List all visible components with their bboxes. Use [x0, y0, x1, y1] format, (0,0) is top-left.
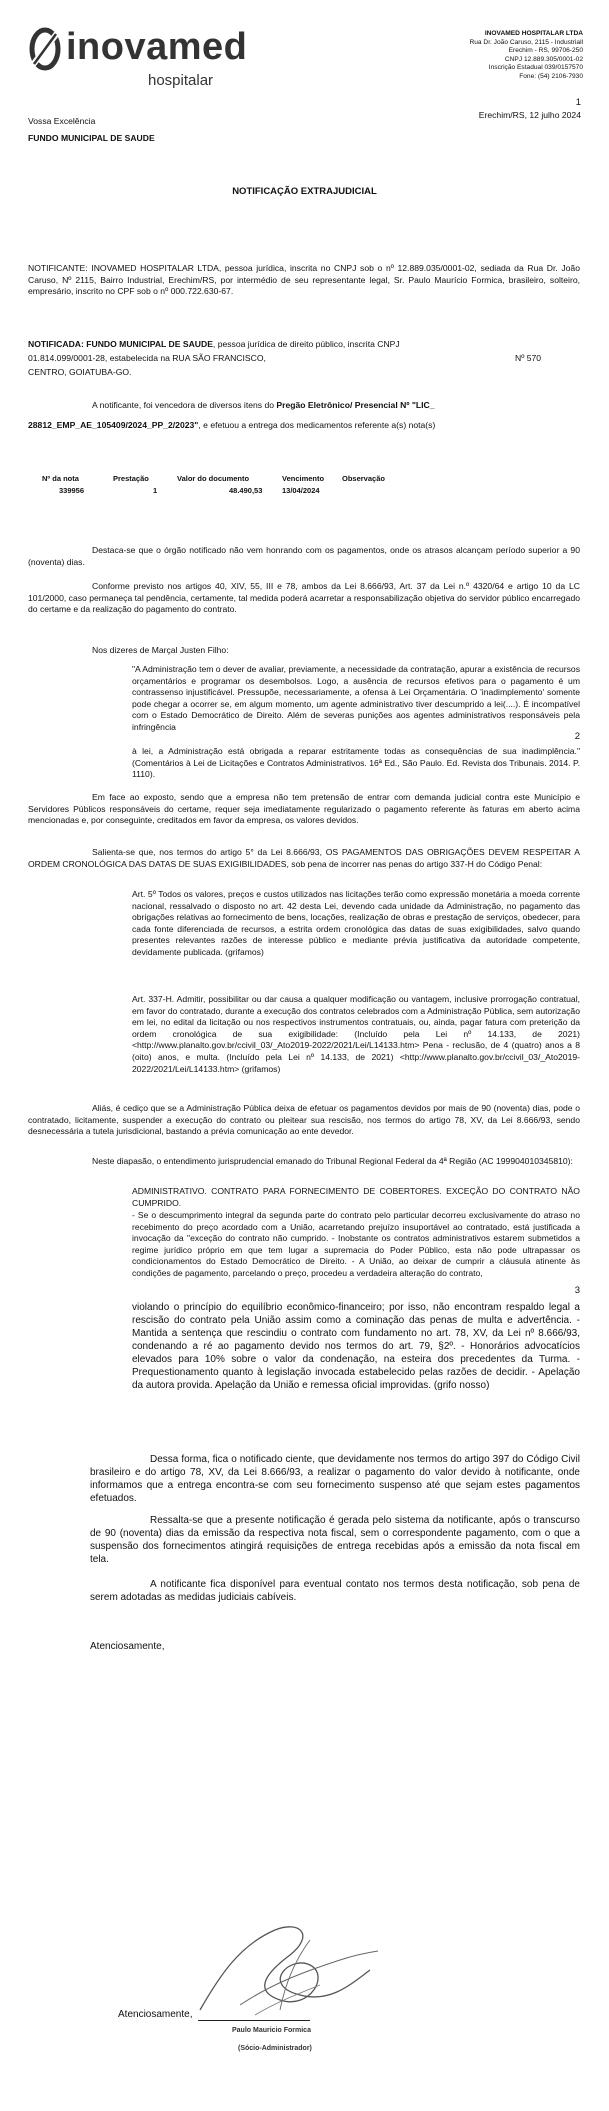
col-header-nota: Nº da nota	[42, 474, 79, 483]
recipient-name: FUNDO MUNICIPAL DE SAUDE	[28, 133, 155, 143]
paragraph-9: Ressalta-se que a presente notificação é gerada pelo sistema da notificante, após o transcurso de 90 (noventa) dias da emissão da respectiva nota fiscal, sem o correspondente pagamento, com o que a suspensão dos fornecimentos atingirá requisições de entrega recebidas após a emissão da nota fiscal em tela.	[90, 1515, 580, 1565]
page-number: 1	[575, 97, 581, 108]
signatory-role: (Sócio-Administrador)	[238, 2045, 312, 2052]
quote-2a: Art. 5º Todos os valores, preços e custos utilizados nas licitações terão como expressão monetária a moeda corrente nacional, ressalvado o disposto no art. 42 desta Lei, devendo cada unidade da Administração, no pagamento das obrigações relativas ao fornecimento de bens, locações, realização de obras e prestação de serviços, obedecer, para cada fonte diferenciada de recursos, a estrita ordem cronológica das datas de suas exigibilidades, salvo quando presentes relevantes razões de interesse público e mediante prévia justificativa da autoridade competente, devidamente publicada. (grifamos)	[132, 889, 580, 957]
notificada-line1	[28, 339, 580, 351]
paragraph-4: Em face ao exposto, sendo que a empresa não tem pretensão de entrar com demanda judicial contra este Município e Servidores Públicos responsáveis do certame, requer seja imediatamente regularizado o pagamento referente às faturas em aberto acima mencionadas e, por conseguinte, creditados em favor da empresa, os valores devidos.	[28, 792, 580, 826]
intro-pregao-id: 28812_EMP_AE_105409/2024_PP_2/2023"	[28, 420, 199, 430]
cell-valor: 48.490,53	[229, 486, 263, 495]
quote-3c: violando o princípio do equilíbrio econômico-financeiro; por isso, não encontram respaldo legal a rescisão do contrato pela União assim como a cominação das penas de multa e advertência. - Mantida a sentença que rescindiu o contrato com fundamento no art. 78, XV, da Lei nº 8.666/93, condenando a ré ao pagamento devido nos termos do art. 79, §2º. - Honorários advocatícios elevados para 10% sobre o valor da condenação, na esteira dos precedentes da Turma. - Prequestionamento quanto à legislação invocada estabelecido pelas razões de decidir. - Apelação da autora provida. Apelação da União e remessa oficial improvidas. (grifo nosso)	[132, 1302, 580, 1391]
quote-3b: - Se o descumprimento integral da segunda parte do contrato pelo particular decorreu exclusivamente do atraso no recebimento do preço acordado com a União, acarretando prejuízo insuportável ao contratado, está justificada a invocação da "exceção do contrato não cumprido. - Inobstante os contratos administrativos estarem submetidos a regime jurídico próprio em que tem lugar a supremacia do Poder Público, esta não pode ultrapassar os condicionamentos do Estado Democrático de Direito. - A União, ao deixar de cumprir a cláusula atinente às condições de pagamento, parcelando o preço, procedeu a verdadeira alteração do contrato,	[132, 1210, 580, 1278]
quote-2b: Art. 337-H. Admitir, possibilitar ou dar causa a qualquer modificação ou vantagem, inclusive prorrogação contratual, em favor do contratado, durante a execução dos contratos celebrados com a Administração Pública, sem autorização em lei, no edital da licitação ou nos respectivos instrumentos contratuais, ou, ainda, pagar fatura com preterição da ordem cronológica de sua exigibilidade: (Incluído pela Lei nº 14.133, de 2021) <http://www.planalto.gov.br/ccivil_03/_Ato2019-2022/2021/Lei/L14133.htm> Pena - reclusão, de 4 (quatro) anos a 8 (oito) anos, e multa. (Incluído pela Lei nº 14.133, de 2021) <http://www.planalto.gov.br/ccivil_03/_Ato2019-2022/2021/Lei/L14133.htm> (grifamos)	[132, 994, 580, 1074]
notificada-line2: 01.814.099/0001-28, estabelecida na RUA SÃO FRANCISCO,	[28, 353, 266, 363]
cell-nota: 339956	[59, 486, 85, 495]
intro-line2	[28, 420, 580, 432]
letter-date: Erechim/RS, 12 julho 2024	[478, 110, 581, 120]
intro-text-2: , e efetuou a entrega dos medicamentos referente a(s) nota(s)	[198, 420, 436, 430]
quote-1a: "A Administração tem o dever de avaliar, previamente, a necessidade da contratação, apurar a existência de recursos orçamentários e programar os desembolsos. Logo, a ausência de recursos efetivos para o pagamento é um contrassenso injustificável. Pressupõe, necessariamente, a ofensa à Lei Orçamentária. O 'inadimplemento' somente pode chegar a ocorrer se, em algum momento, um agente administrativo tiver descumprido a lei(....). É incompatível com o Estado Democrático de Direito. Além de severas punições aos agentes administrativos responsáveis pela infringência	[132, 664, 580, 732]
paragraph-7: Neste diapasão, o entendimento jurisprudencial emanado do Tribunal Regional Federal da 4ª Região (AC 199904010345810):	[92, 1156, 573, 1166]
company-cnpj: CNPJ 12.889.305/0001-02	[504, 55, 583, 63]
paragraph-8: Dessa forma, fica o notificado ciente, que devidamente nos termos do artigo 397 do Código Civil brasileiro e do artigo 78, XV, da Lei 8.666/93, a realizar o pagamento do valor devido à notificante, onde informamos que a entrega encontra-se com seu fornecimento suspenso até que sejam estes pagamentos efetuados.	[90, 1454, 580, 1504]
closing-signoff: Atenciosamente,	[118, 2009, 193, 2020]
intro-text-1: A notificante, foi vencedora de diversos itens do	[92, 400, 277, 410]
col-header-vencimento: Vencimento	[282, 474, 325, 483]
company-name: INOVAMED HOSPITALAR LTDA	[484, 30, 583, 37]
recipient-salutation: Vossa Excelência	[28, 116, 96, 126]
handwritten-signature-icon	[180, 1915, 390, 2025]
paragraph-3: Nos dizeres de Marçal Justen Filho:	[92, 645, 229, 655]
intro-line1	[92, 400, 582, 412]
notificante-paragraph: NOTIFICANTE: INOVAMED HOSPITALAR LTDA, pessoa jurídica, inscrita no CNPJ sob o nº 12.889.035/0001-02, sediada da Rua Dr. João Caruso, Nº 2115, Bairro Industrial, Erechim/RS, por intermédio de seu representante legal, Sr. Paulo Maurício Formica, brasileiro, solteiro, empresário, inscrito no CPF sob o nº 000.722.630-67.	[28, 263, 580, 297]
company-logo	[28, 26, 248, 90]
paragraph-10: A notificante fica disponível para eventual contato nos termos desta notificação, sob pena de serem adotadas as medidas judiciais cabíveis.	[90, 1579, 580, 1603]
company-ie: Inscrição Estadual 039/0157570	[488, 64, 583, 72]
page-number-2: 2	[574, 731, 580, 742]
notificada-desc: , pessoa jurídica de direito público, inscrita CNPJ	[212, 339, 400, 349]
company-city: Erechim - RS, 99706-250	[508, 47, 583, 55]
cell-vencimento: 13/04/2024	[282, 486, 320, 495]
invoice-table-header	[0, 474, 609, 486]
company-info	[383, 30, 583, 82]
paragraph-1: Destaca-se que o órgão notificado não vem honrando com os pagamentos, onde os atrasos alcançam período superior a 90 (noventa) dias.	[28, 545, 580, 567]
closing-greeting: Atenciosamente,	[90, 1641, 165, 1652]
page-title: NOTIFICAÇÃO EXTRAJUDICIAL	[232, 186, 377, 197]
col-header-prestacao: Prestação	[113, 474, 149, 483]
signatory-name: Paulo Mauricio Formica	[232, 2027, 311, 2034]
quote-3a: ADMINISTRATIVO. CONTRATO PARA FORNECIMENTO DE COBERTORES. EXCEÇÃO DO CONTRATO NÃO CUMPRIDO.	[132, 1186, 580, 1208]
page-number-3: 3	[574, 1285, 580, 1296]
intro-pregao: Pregão Eletrônico/ Presencial Nº "LIC_	[276, 400, 435, 410]
company-address: Rua Dr. João Caruso, 2115 - Industriall	[469, 38, 583, 46]
logo-subtitle: hospitalar	[148, 72, 214, 89]
logo-mark-icon	[28, 26, 64, 72]
logo-name: inovamed	[66, 26, 248, 68]
cell-prestacao: 1	[153, 486, 158, 495]
table-row	[0, 486, 609, 498]
col-header-observacao: Observação	[342, 474, 385, 483]
paragraph-6: Aliás, é cediço que se a Administração Pública deixa de efetuar os pagamentos devidos por mais de 90 (noventa) dias, pode o contratado, licitamente, suspender a execução do contrato ou pleitear sua rescisão, nos termos do artigo 78, XV, da Lei 8.666/93, sendo desnecessária a tutela jurisdicional, bastando a prévia comunicação ao ente devedor.	[28, 1103, 580, 1137]
paragraph-5: Salienta-se que, nos termos do artigo 5° da Lei 8.666/93, OS PAGAMENTOS DAS OBRIGAÇÕES DEVEM RESPEITAR A ORDEM CRONOLÓGICA DAS DATAS DE SUAS EXIGIBILIDADES, sob pena de incorrer nas penas do artigo 337-H do Código Penal:	[28, 847, 580, 869]
company-phone: Fone: (54) 2106-7930	[519, 72, 583, 80]
notificada-number: Nº 570	[515, 353, 542, 363]
paragraph-2: Conforme previsto nos artigos 40, XIV, 55, III e 78, ambos da Lei 8.666/93, Art. 37 da Lei n.º 4320/64 e artigo 10 da LC 101/2000, caso permaneça tal pendência, certamente, tal medida poderá acarretar a responsabilização objetiva do servidor público encarregado do certame e da realização do pagamento do contrato.	[28, 581, 580, 615]
notificada-label: NOTIFICADA: FUNDO MUNICIPAL DE SAUDE	[28, 339, 213, 349]
col-header-valor: Valor do documento	[177, 474, 250, 483]
notificada-line3: CENTRO, GOIATUBA-GO.	[28, 367, 132, 377]
quote-1b: à lei, a Administração está obrigada a reparar estritamente todas as consequências de sua inadimplência." (Comentários à Lei de Licitações e Contratos Administrativos. 16ª Ed., São Paulo. Ed. Revista dos Tribunais. 2014. P. 1110).	[132, 746, 580, 780]
